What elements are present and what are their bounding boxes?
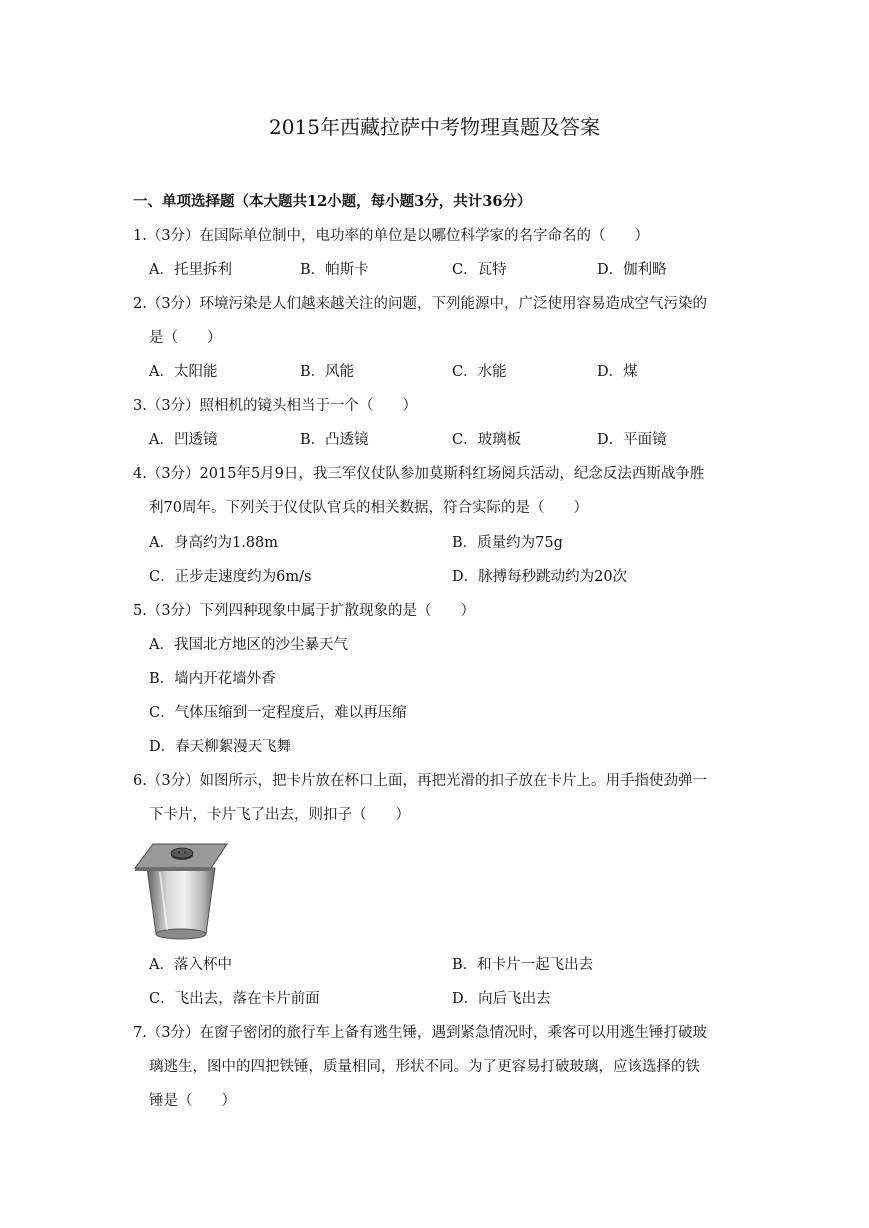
q1-option-d: D．伽利略	[597, 262, 667, 278]
question-4-stem-line1: 4.（3分）2015年5月9日，我三军仪仗队参加莫斯科红场阅兵活动，纪念反法西斯战争胜	[133, 466, 705, 482]
question-6-stem-line1: 6.（3分）如图所示，把卡片放在杯口上面，再把光滑的扣子放在卡片上。用手指使劲弹一	[133, 773, 708, 789]
q6-option-b: B．和卡片一起飞出去	[452, 957, 594, 973]
question-5-stem: 5.（3分）下列四种现象中属于扩散现象的是（ ）	[133, 603, 476, 619]
q2-option-b: B．风能	[300, 364, 355, 380]
q4-option-b: B．质量约为75g	[452, 535, 563, 551]
q4-option-d: D．脉搏每秒跳动约为20次	[452, 569, 628, 585]
q5-option-a: A．我国北方地区的沙尘暴天气	[149, 637, 348, 653]
q1-option-a: A．托里拆利	[149, 262, 232, 278]
q5-option-d: D．春天柳絮漫天飞舞	[149, 739, 292, 755]
q6-option-a: A．落入杯中	[149, 957, 232, 973]
question-3-stem: 3.（3分）照相机的镜头相当于一个（ ）	[133, 398, 418, 414]
q1-option-b: B．帕斯卡	[300, 262, 369, 278]
cup-card-button-figure	[133, 838, 229, 942]
question-7-stem-line1: 7.（3分）在窗子密闭的旅行车上备有逃生锤，遇到紧急情况时，乘客可以用逃生锤打破玻	[133, 1025, 708, 1041]
button-shape	[171, 848, 193, 860]
q6-option-d: D．向后飞出去	[452, 991, 551, 1007]
q3-option-c: C．玻璃板	[452, 432, 522, 448]
q5-option-c: C．气体压缩到一定程度后，难以再压缩	[149, 705, 407, 721]
q3-option-b: B．凸透镜	[300, 432, 369, 448]
q5-option-b: B．墙内开花墙外香	[149, 671, 276, 687]
question-1-stem: 1.（3分）在国际单位制中，电功率的单位是以哪位科学家的名字命名的（ ）	[133, 228, 650, 244]
cup-shape	[147, 868, 215, 939]
q2-option-c: C．水能	[452, 364, 507, 380]
question-2-stem-line1: 2.（3分）环境污染是人们越来越关注的问题，下列能源中，广泛使用容易造成空气污染的	[133, 296, 708, 312]
question-4-stem-line2: 利70周年。下列关于仪仗队官兵的相关数据，符合实际的是（ ）	[149, 500, 588, 516]
question-6-stem-line2: 下卡片，卡片飞了出去，则扣子（ ）	[149, 807, 410, 823]
q4-option-c: C．正步走速度约为6m/s	[149, 569, 312, 585]
q2-option-d: D．煤	[597, 364, 638, 380]
question-2-stem-line2: 是（ ）	[149, 330, 222, 346]
q3-option-a: A．凹透镜	[149, 432, 218, 448]
q6-option-c: C．飞出去，落在卡片前面	[149, 991, 320, 1007]
q4-option-a: A．身高约为1.88m	[149, 535, 279, 551]
question-7-stem-line2: 璃逃生，图中的四把铁锤，质量相同，形状不同。为了更容易打破玻璃，应该选择的铁	[149, 1059, 700, 1075]
q2-option-a: A．太阳能	[149, 364, 218, 380]
q3-option-d: D．平面镜	[597, 432, 667, 448]
section-heading: 一、单项选择题（本大题共12小题，每小题3分，共计36分）	[133, 193, 532, 210]
page-title: 2015年西藏拉萨中考物理真题及答案	[269, 115, 600, 139]
question-7-stem-line3: 锤是（ ）	[149, 1093, 236, 1109]
q1-option-c: C．瓦特	[452, 262, 507, 278]
